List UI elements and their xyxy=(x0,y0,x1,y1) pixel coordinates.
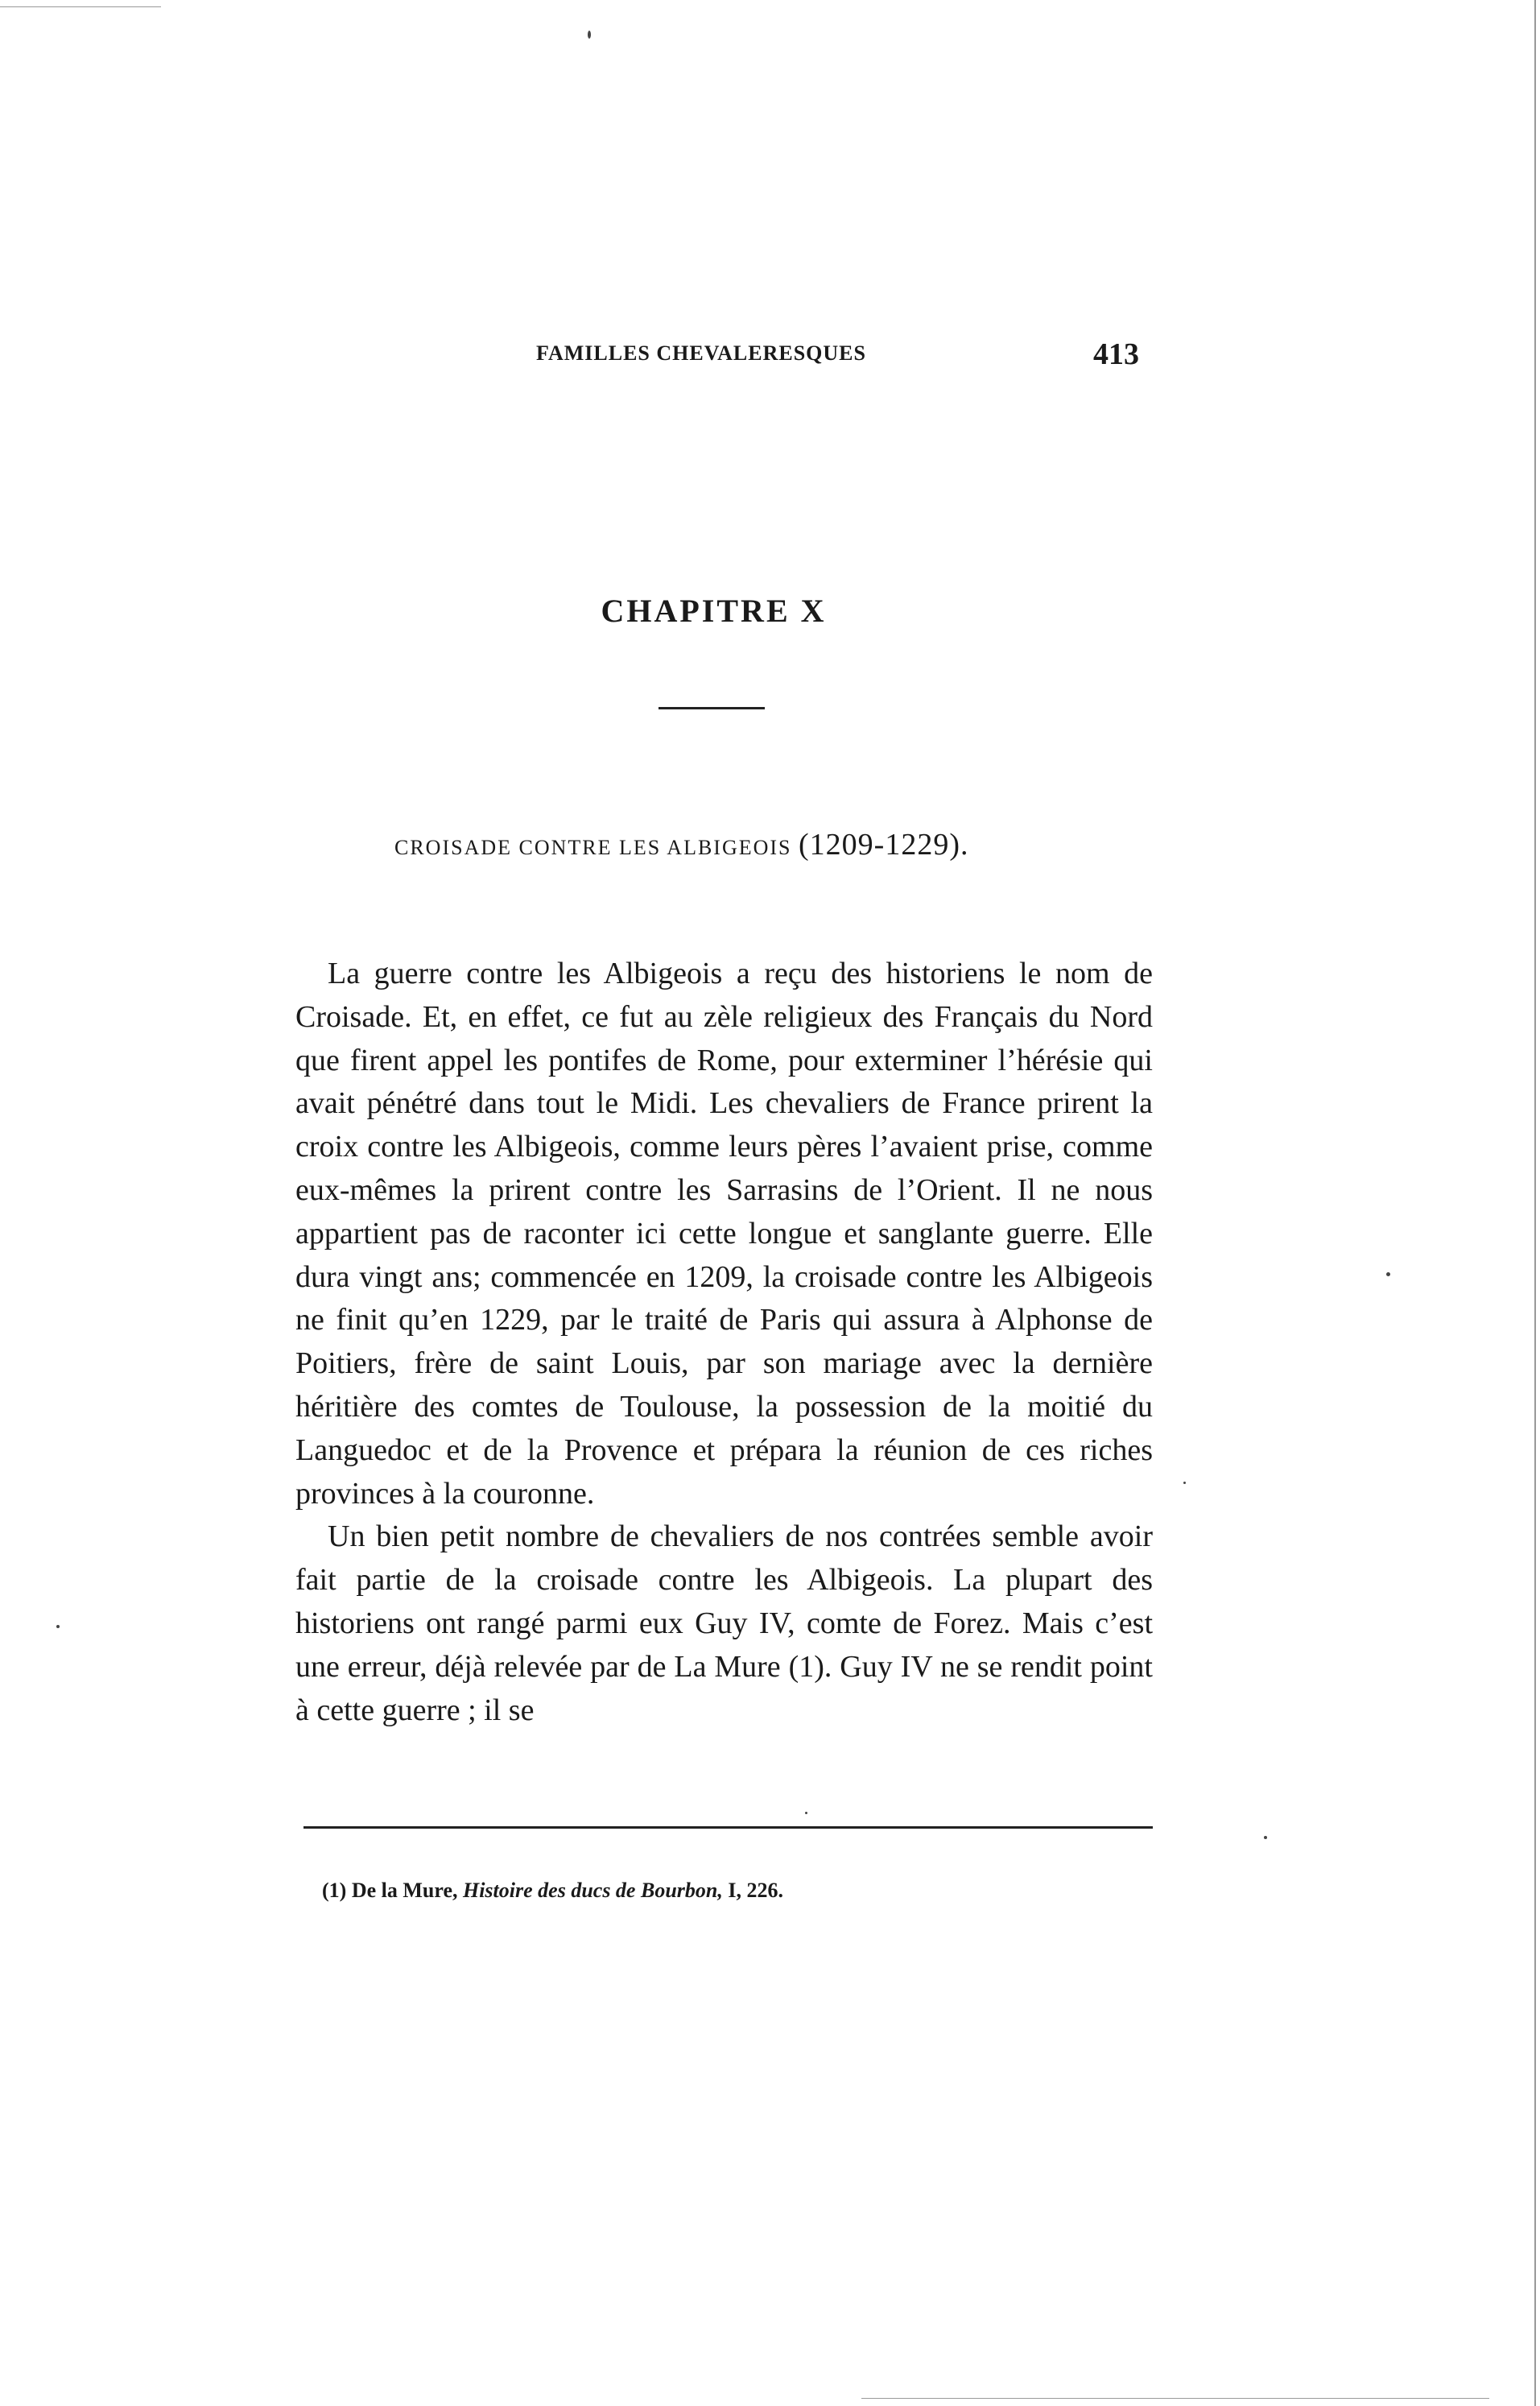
chapter-title: CHAPITRE X xyxy=(601,593,827,629)
paragraph: La guerre contre les Albigeois a reçu des historiens le nom de Croisade. Et, en effet, ce fut au zèle religieux des Français du Nord que firent appel les pontifes de Rome, pour exterminer l’hérésie qui avait pénétré dans tout le Midi. Les chevaliers de France prirent la croix contre les Albigeois, comme leurs pères l’avaient prise, comme eux-mêmes la prirent contre les Sarrasins de l’Orient. Il ne nous appartient pas de raconter ici cette longue et sanglante guerre. Elle dura vingt ans; commencée en 1209, la croisade contre les Albigeois ne finit qu’en 1229, par le traité de Paris qui assura à Alphonse de Poitiers, frère de saint Louis, par son mariage avec la dernière héritière des comtes de Toulouse, la possession de la moitié du Languedoc et de la Provence et prépara la réunion de ces riches provinces à la couronne. xyxy=(295,957,1153,1511)
scan-speck xyxy=(805,1812,807,1814)
body-text xyxy=(295,953,1153,1732)
footnote-reference: I, 226. xyxy=(728,1879,783,1902)
paragraph: Un bien petit nombre de chevaliers de nos contrées semble avoir fait partie de la croisade contre les Albigeois. La plupart des historiens ont rangé parmi eux Guy IV, comte de Forez. Mais c’est une erreur, déjà relevée par de La Mure (1). Guy IV ne se rendit point à cette guerre ; il se xyxy=(295,1519,1153,1727)
footnote-marker: (1) xyxy=(322,1879,347,1902)
section-dates: (1209-1229). xyxy=(799,828,969,862)
running-header xyxy=(483,337,1143,377)
chapter-divider xyxy=(659,707,765,709)
scan-speck xyxy=(1264,1836,1267,1839)
footnote-work: Histoire des ducs de Bourbon, xyxy=(462,1879,723,1902)
scan-speck xyxy=(56,1625,60,1628)
scan-edge xyxy=(1534,0,1536,2406)
page-number: 413 xyxy=(1093,337,1139,371)
scan-speck xyxy=(1386,1272,1390,1276)
footnote-author: De la Mure, xyxy=(351,1879,458,1902)
footnote-divider xyxy=(303,1826,1153,1829)
scan-speck xyxy=(588,31,591,39)
section-title xyxy=(394,827,1119,862)
footnote xyxy=(322,1879,1127,1903)
scan-edge xyxy=(0,6,161,7)
scan-edge xyxy=(861,2398,1489,2399)
scan-speck xyxy=(1183,1482,1186,1484)
running-title: FAMILLES CHEVALERESQUES xyxy=(536,341,866,365)
section-title-text: CROISADE CONTRE LES ALBIGEOIS xyxy=(394,836,792,859)
